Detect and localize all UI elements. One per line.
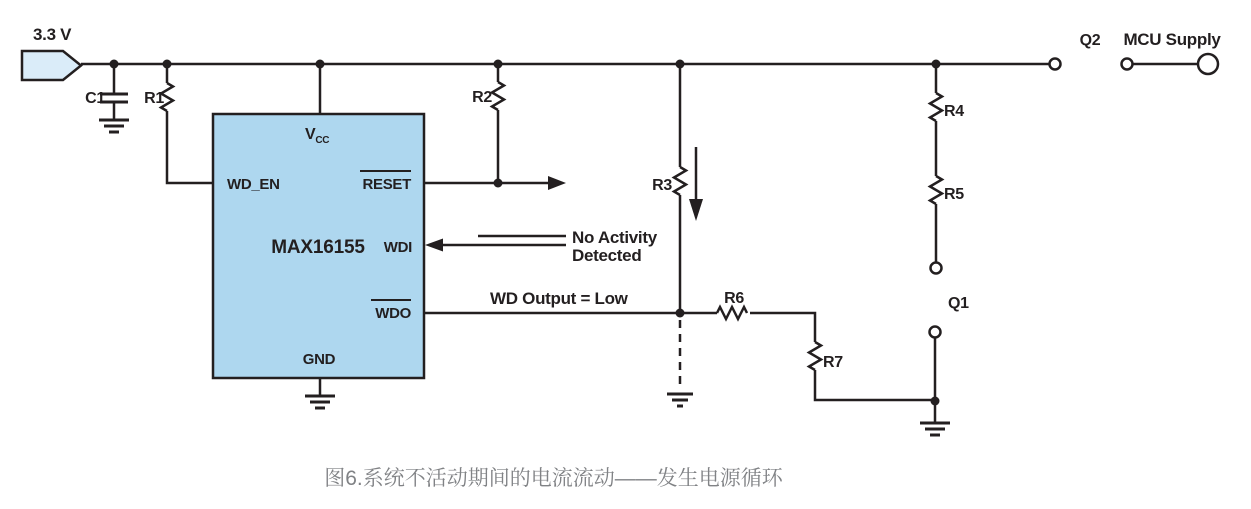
label-r5: R5 [944, 186, 964, 203]
label-r2: R2 [472, 89, 492, 106]
label-q2: Q2 [1079, 32, 1101, 49]
ground-symbol-ic [305, 396, 335, 408]
pin-vcc-sub: CC [315, 135, 330, 146]
current-arrow-icon [689, 199, 703, 221]
annotation-no-activity-1: No Activity [572, 228, 657, 247]
label-q1: Q1 [948, 295, 969, 312]
junction-dot [676, 60, 685, 69]
supply-flag-icon [22, 51, 81, 80]
junction-dot [932, 60, 941, 69]
terminal-q1-top [931, 263, 942, 274]
ground-symbol-q1 [920, 423, 950, 435]
ground-symbol-dashed [667, 394, 693, 406]
annotation-wd-output: WD Output = Low [490, 289, 628, 308]
label-mcu-supply: MCU Supply [1123, 30, 1221, 49]
junction-dot [163, 60, 172, 69]
junction-dot [494, 179, 503, 188]
terminal-q2-right [1122, 59, 1133, 70]
junction-dot [316, 60, 325, 69]
junction-dot [676, 309, 685, 318]
resistor-r6-r7-network [680, 307, 935, 400]
annotation-no-activity-2: Detected [572, 246, 642, 265]
junction-dot [931, 397, 940, 406]
terminal-q1-bottom [930, 327, 941, 338]
label-r6: R6 [724, 290, 744, 307]
ground-symbol-c1 [99, 120, 129, 132]
label-r1: R1 [144, 90, 164, 107]
figure-caption: 图6.系统不活动期间的电流流动——发生电源循环 [324, 467, 783, 490]
pin-wd-en: WD_EN [227, 176, 280, 193]
terminal-q2-left [1050, 59, 1061, 70]
resistor-r1 [161, 64, 213, 183]
pin-wdo: WDO [375, 305, 411, 322]
label-r3: R3 [652, 177, 672, 194]
junction-dot [494, 60, 503, 69]
pin-gnd: GND [302, 351, 336, 368]
wire-wdi-in [443, 236, 566, 245]
supply-label: 3.3 V [33, 25, 72, 44]
resistor-r2 [492, 64, 504, 183]
resistor-r3 [674, 64, 686, 313]
arrowhead-reset-icon [548, 176, 566, 190]
resistor-r4-r5-chain [930, 64, 942, 262]
pin-reset: RESET [362, 176, 411, 193]
label-c1: C1 [85, 90, 105, 107]
label-r4: R4 [944, 103, 964, 120]
ic-name: MAX16155 [271, 237, 365, 258]
label-r7: R7 [823, 354, 843, 371]
junction-dot [110, 60, 119, 69]
arrowhead-wdi-icon [425, 239, 443, 252]
terminal-mcu-supply [1198, 54, 1218, 74]
pin-wdi: WDI [383, 239, 412, 256]
pin-vcc-main: V [305, 126, 316, 143]
